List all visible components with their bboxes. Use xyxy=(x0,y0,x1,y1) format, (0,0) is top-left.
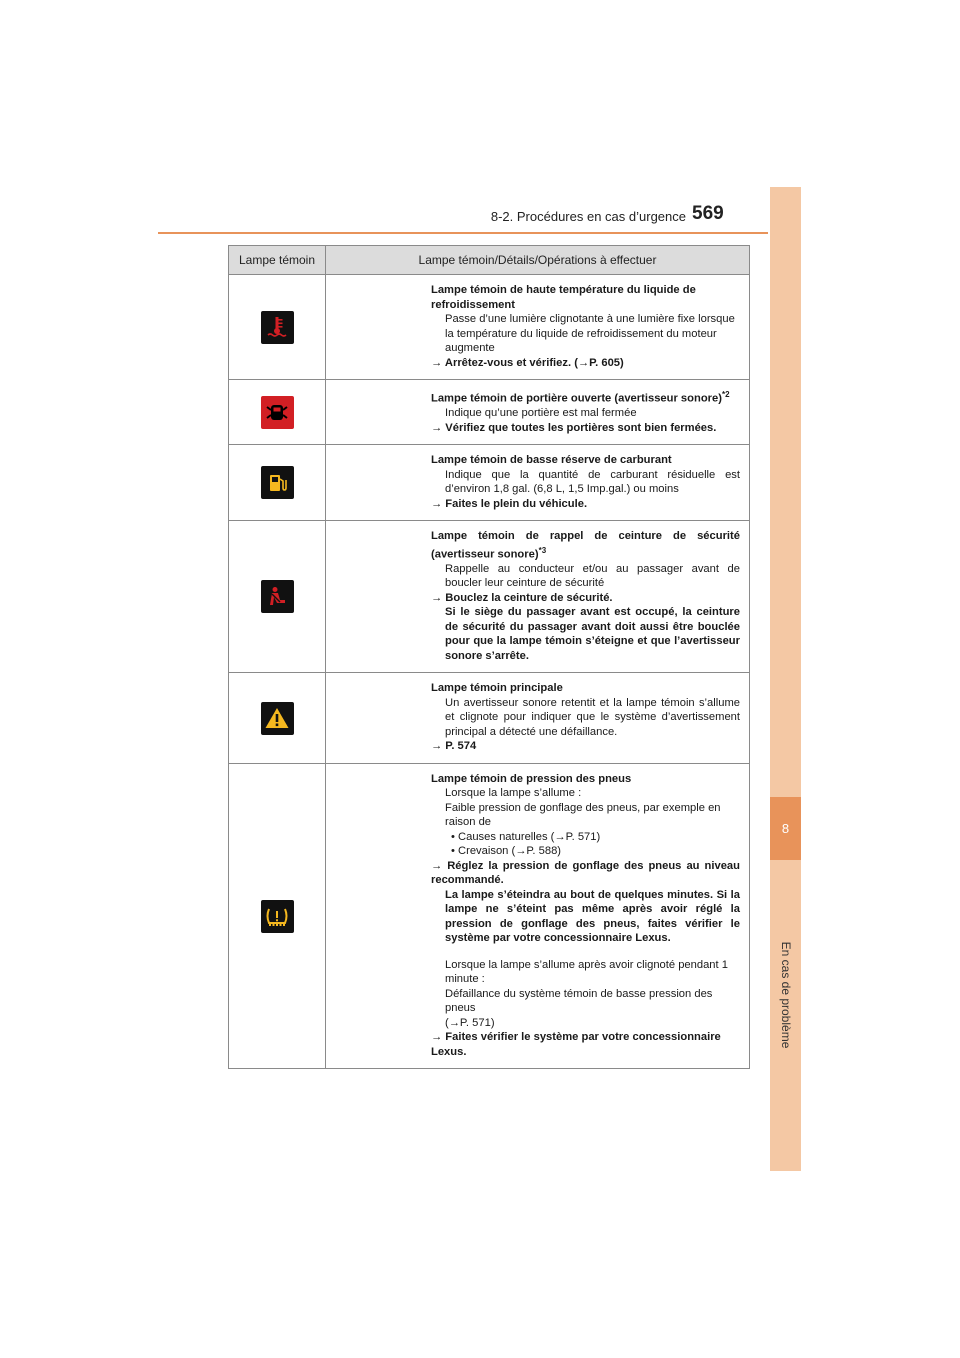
lamp-when: Lorsque la lampe s’allume : xyxy=(445,787,582,800)
description-cell xyxy=(326,275,750,380)
lamp-title: Lampe témoin de pression des pneus xyxy=(431,772,632,785)
lamp-title: Lampe témoin principale xyxy=(431,682,563,695)
icon-cell xyxy=(229,673,326,764)
lamp-note: Si le siège du passager avant est occupé, la ceinture de sécurité du passager avant doit aussi être bouclée pour que la lampe témoin s’éteigne et que l’avertisseur sonore s’arrête. xyxy=(445,606,740,662)
lamp-title: Lampe témoin de haute température du liquide de refroidissement xyxy=(431,284,696,311)
icon-cell xyxy=(229,445,326,521)
chapter-tab xyxy=(770,797,801,860)
column-header-details: Lampe témoin/Détails/Opérations à effectuer xyxy=(326,246,750,275)
master-warning-icon xyxy=(261,702,294,735)
lamp-action: → Vérifiez que toutes les portières sont bien fermées. xyxy=(431,421,717,434)
lamp-action: → Réglez la pression de gonflage des pneus au niveau recommandé. xyxy=(431,859,740,887)
description-cell xyxy=(326,445,750,521)
description-cell xyxy=(326,673,750,764)
icon-cell xyxy=(229,275,326,380)
spacer xyxy=(431,946,740,958)
column-header-lamp: Lampe témoin xyxy=(229,246,326,275)
icon-cell xyxy=(229,380,326,445)
section-title: 8-2. Procédures en cas d’urgence xyxy=(490,209,686,224)
table-row xyxy=(229,380,750,445)
lamp-detail: Rappelle au conducteur et/ou au passager avant de boucler leur ceinture de sécurité xyxy=(445,562,740,590)
list-item: • Causes naturelles (→P. 571) xyxy=(451,830,601,843)
page-reference: (→P. 571) xyxy=(445,1016,495,1029)
chapter-number: 8 xyxy=(781,821,790,836)
footnote-marker: *2 xyxy=(721,390,730,399)
table-header-row xyxy=(229,246,750,275)
lamp-action: → Faites le plein du véhicule. xyxy=(431,497,588,510)
lamp-title: Lampe témoin de rappel de ceinture de sécurité (avertisseur sonore) xyxy=(431,530,740,561)
list-item: • Crevaison (→P. 588) xyxy=(451,845,562,858)
footnote-marker: *3 xyxy=(538,545,547,555)
chapter-label: En cas de problème xyxy=(779,941,793,1049)
lamp-action: → P. 574 xyxy=(431,740,477,753)
lamp-note: La lampe s’éteindra au bout de quelques minutes. Si la lampe ne s’éteint pas même après avoir réglé la pression de gonflage des pneus, faites vérifier le système par votre concessionnaire Lexus. xyxy=(445,888,740,945)
icon-cell xyxy=(229,521,326,673)
lamp-when: Lorsque la lampe s’allume après avoir clignoté pendant 1 minute : xyxy=(445,958,728,986)
table-row xyxy=(229,763,750,1069)
lamp-detail: Passe d’une lumière clignotante à une lumière fixe lorsque la température du liquide de refroidissement du moteur augmente xyxy=(445,313,735,354)
lamp-title: Lampe témoin de portière ouverte (avertisseur sonore) xyxy=(431,392,722,405)
page-number: 569 xyxy=(692,203,724,224)
table-row xyxy=(229,445,750,521)
lamp-detail: Indique que la quantité de carburant résiduelle est d’environ 1,8 gal. (6,8 L, 1,5 Imp.gal.) ou moins xyxy=(445,468,740,496)
door-open-icon xyxy=(261,396,294,429)
header-rule xyxy=(158,232,768,234)
fuel-pump-icon xyxy=(261,466,294,499)
table-row xyxy=(229,673,750,764)
icon-cell xyxy=(229,763,326,1069)
warning-lamp-table xyxy=(228,245,750,1069)
lamp-cause: Faible pression de gonflage des pneus, par exemple en raison de xyxy=(445,801,721,829)
lamp-cause: Défaillance du système témoin de basse pression des pneus xyxy=(445,987,713,1015)
description-cell xyxy=(326,380,750,445)
seat-belt-icon xyxy=(261,580,294,613)
lamp-detail: Un avertisseur sonore retentit et la lampe témoin s’allume et clignote pour indiquer que le système d’avertissement principal a détecté une défaillance. xyxy=(445,696,740,738)
tire-pressure-icon xyxy=(261,900,294,933)
description-cell xyxy=(326,763,750,1069)
lamp-detail: Indique qu’une portière est mal fermée xyxy=(445,407,637,420)
lamp-action: → Faites vérifier le système par votre concessionnaire Lexus. xyxy=(431,1031,721,1058)
lamp-action: → Arrêtez-vous et vérifiez. (→P. 605) xyxy=(431,356,624,369)
lamp-action: → Bouclez la ceinture de sécurité. xyxy=(431,591,613,604)
table-row xyxy=(229,275,750,380)
lamp-title: Lampe témoin de basse réserve de carburant xyxy=(431,454,672,467)
table-row xyxy=(229,521,750,673)
coolant-temperature-icon xyxy=(261,311,294,344)
description-cell xyxy=(326,521,750,673)
